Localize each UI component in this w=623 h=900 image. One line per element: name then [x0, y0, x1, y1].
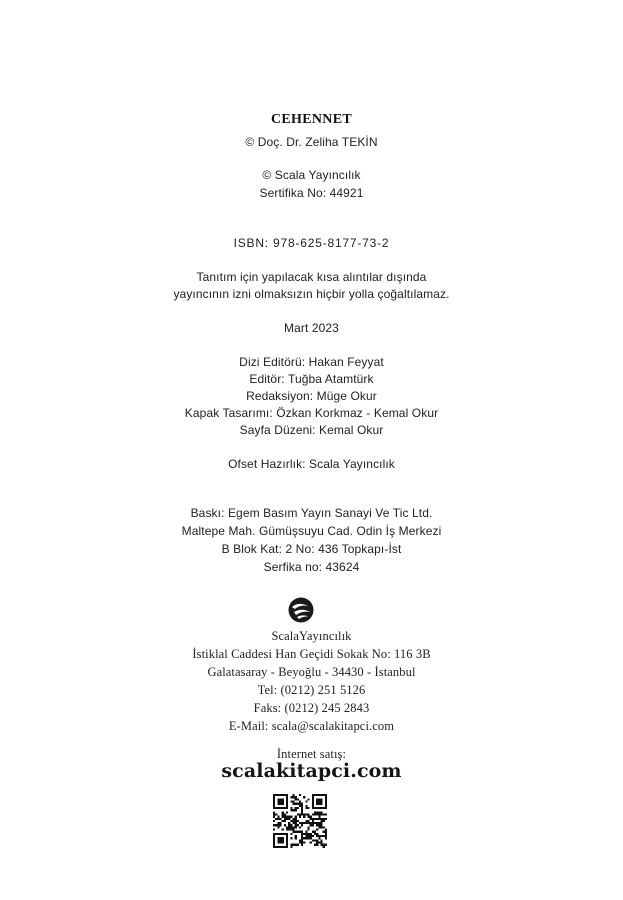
prepress: Ofset Hazırlık: Scala Yayıncılık — [228, 457, 395, 471]
isbn: ISBN: 978-625-8177-73-2 — [233, 236, 390, 250]
online-sales-label: İnternet satış: — [276, 747, 347, 761]
credit-editor: Editör: Tuğba Atamtürk — [249, 372, 374, 386]
publication-date: Mart 2023 — [284, 321, 339, 335]
author-copyright: © Doç. Dr. Zeliha TEKİN — [245, 135, 378, 149]
printer-line-3: B Blok Kat: 2 No: 436 Topkapı-İst — [221, 542, 402, 556]
credit-series-editor: Dizi Editörü: Hakan Feyyat — [239, 355, 384, 369]
printer-line-4: Serfika no: 43624 — [263, 560, 360, 574]
address-line-2: Galatasaray - Beyoğlu - 34430 - İstanbul — [207, 665, 416, 679]
publisher-name: ScalaYayıncılık — [271, 629, 352, 643]
publisher-copyright: © Scala Yayıncılık — [262, 168, 361, 182]
notice-line-2: yayıncının izni olmaksızın hiçbir yolla çoğaltılamaz. — [173, 287, 450, 301]
publisher-certificate: Sertifika No: 44921 — [259, 186, 364, 200]
phone: Tel: (0212) 251 5126 — [257, 683, 366, 697]
printer-line-1: Baskı: Egem Basım Yayın Sanayi Ve Tic Ltd. — [190, 506, 433, 520]
notice-line-1: Tanıtım için yapılacak kısa alıntılar dışında — [196, 270, 427, 284]
email: E-Mail: scala@scalakitapci.com — [228, 719, 395, 733]
printer-line-2: Maltepe Mah. Gümüşsuyu Cad. Odin İş Merkezi — [181, 524, 442, 538]
book-title: CEHENNET — [271, 112, 352, 127]
website-url: scalakitapci.com — [221, 760, 402, 782]
fax: Faks: (0212) 245 2843 — [253, 701, 370, 715]
credit-layout: Sayfa Düzeni: Kemal Okur — [239, 423, 384, 437]
address-line-1: İstiklal Caddesi Han Geçidi Sokak No: 116 3B — [192, 647, 431, 661]
qr-code-icon — [273, 794, 327, 848]
credit-proofreading: Redaksiyon: Müge Okur — [246, 389, 377, 403]
scala-logo-icon — [288, 597, 314, 623]
credit-cover-design: Kapak Tasarımı: Özkan Korkmaz - Kemal Okur — [184, 406, 439, 420]
